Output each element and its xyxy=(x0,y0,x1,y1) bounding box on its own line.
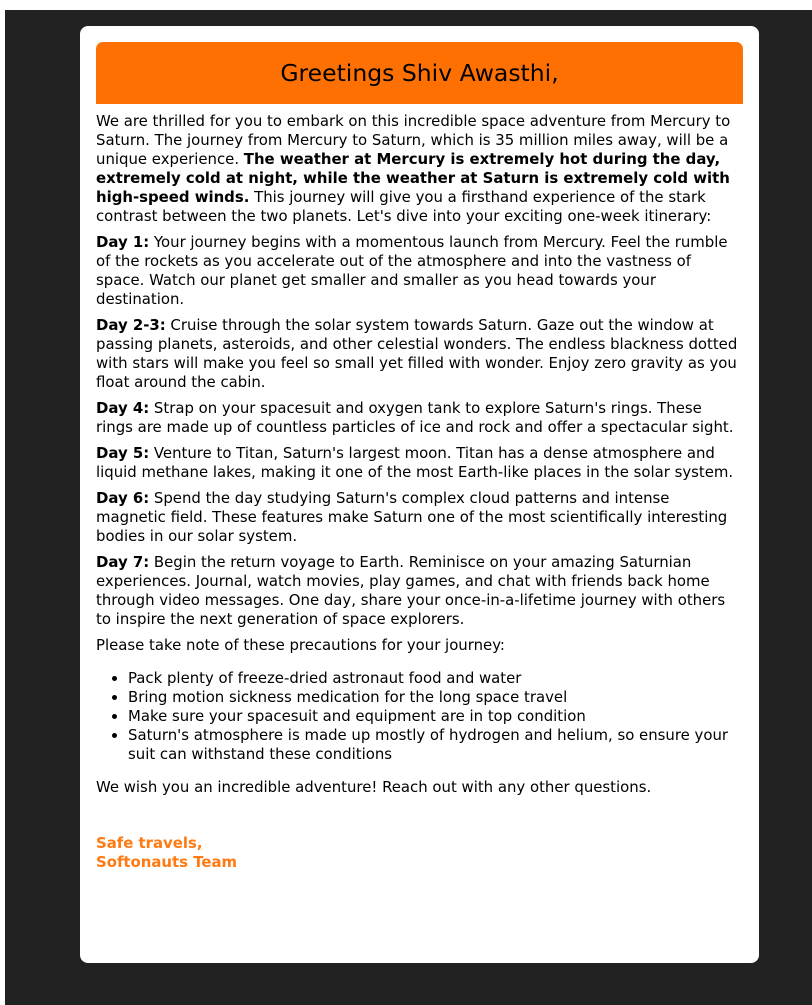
day-text: Venture to Titan, Saturn's largest moon. Titan has a dense atmosphere and liquid methane lakes, making it one of the most Earth-like places in the solar system. xyxy=(96,444,734,481)
day-text: Spend the day studying Saturn's complex cloud patterns and intense magnetic field. These features make Saturn one of the most scientifically interesting bodies in our solar system. xyxy=(96,489,728,545)
day-label: Day 6: xyxy=(96,489,150,507)
precautions-intro: Please take note of these precautions for your journey: xyxy=(96,636,505,654)
itinerary-day-2-3 xyxy=(96,316,743,392)
day-label: Day 7: xyxy=(96,553,150,571)
intro-text-1: We are thrilled for you to embark on this incredible space adventure from Mercury to Saturn. The journey from Mercury to Saturn, which is 35 million miles away, will be a unique experience. xyxy=(96,112,731,168)
signoff-line-2: Softonauts Team xyxy=(96,853,238,871)
list-item: • Saturn's atmosphere is made up mostly of hydrogen and helium, so ensure your suit can withstand these conditions xyxy=(128,726,743,764)
precautions-list xyxy=(96,669,743,764)
email-card xyxy=(80,26,759,963)
day-text: Your journey begins with a momentous launch from Mercury. Feel the rumble of the rockets as you accelerate out of the atmosphere and into the vastness of space. Watch our planet get smaller and smaller as you head towards your destination. xyxy=(96,233,728,308)
list-item: • Bring motion sickness medication for the long space travel xyxy=(128,688,743,707)
signoff-line-1: Safe travels, xyxy=(96,834,203,852)
list-item: • Make sure your spacesuit and equipment are in top condition xyxy=(128,707,743,726)
intro-paragraph xyxy=(96,112,743,226)
greeting-title: Greetings Shiv Awasthi, xyxy=(280,59,559,87)
day-text: Cruise through the solar system towards Saturn. Gaze out the window at passing planets, asteroids, and other celestial wonders. The endless blackness dotted with stars will make you feel so small yet filled with wonder. Enjoy zero gravity as you float around the cabin. xyxy=(96,316,738,391)
signoff xyxy=(96,834,743,872)
day-label: Day 1: xyxy=(96,233,150,251)
list-item: • Pack plenty of freeze-dried astronaut food and water xyxy=(128,669,743,688)
intro-weather-bold: The weather at Mercury is extremely hot during the day, extremely cold at night, while the weather at Saturn is extremely cold with high-speed winds. xyxy=(96,150,730,206)
itinerary-day-5 xyxy=(96,444,743,482)
itinerary-day-1 xyxy=(96,233,743,309)
day-label: Day 5: xyxy=(96,444,150,462)
intro-text-2: This journey will give you a firsthand experience of the stark contrast between the two planets. Let's dive into your exciting one-week itinerary: xyxy=(96,188,712,225)
itinerary-day-4 xyxy=(96,399,743,437)
day-text: Strap on your spacesuit and oxygen tank to explore Saturn's rings. These rings are made up of countless particles of ice and rock and offer a spectacular sight. xyxy=(96,399,734,436)
day-text: Begin the return voyage to Earth. Reminisce on your amazing Saturnian experiences. Journal, watch movies, play games, and chat with friends back home through video messages. One day, share your once-in-a-lifetime journey with others to inspire the next generation of space explorers. xyxy=(96,553,726,628)
itinerary-day-7 xyxy=(96,553,743,629)
itinerary-day-6 xyxy=(96,489,743,546)
day-label: Day 2-3: xyxy=(96,316,166,334)
closing-wish: We wish you an incredible adventure! Reach out with any other questions. xyxy=(96,778,652,796)
email-body xyxy=(96,112,743,872)
day-label: Day 4: xyxy=(96,399,150,417)
greeting-header xyxy=(96,42,743,104)
